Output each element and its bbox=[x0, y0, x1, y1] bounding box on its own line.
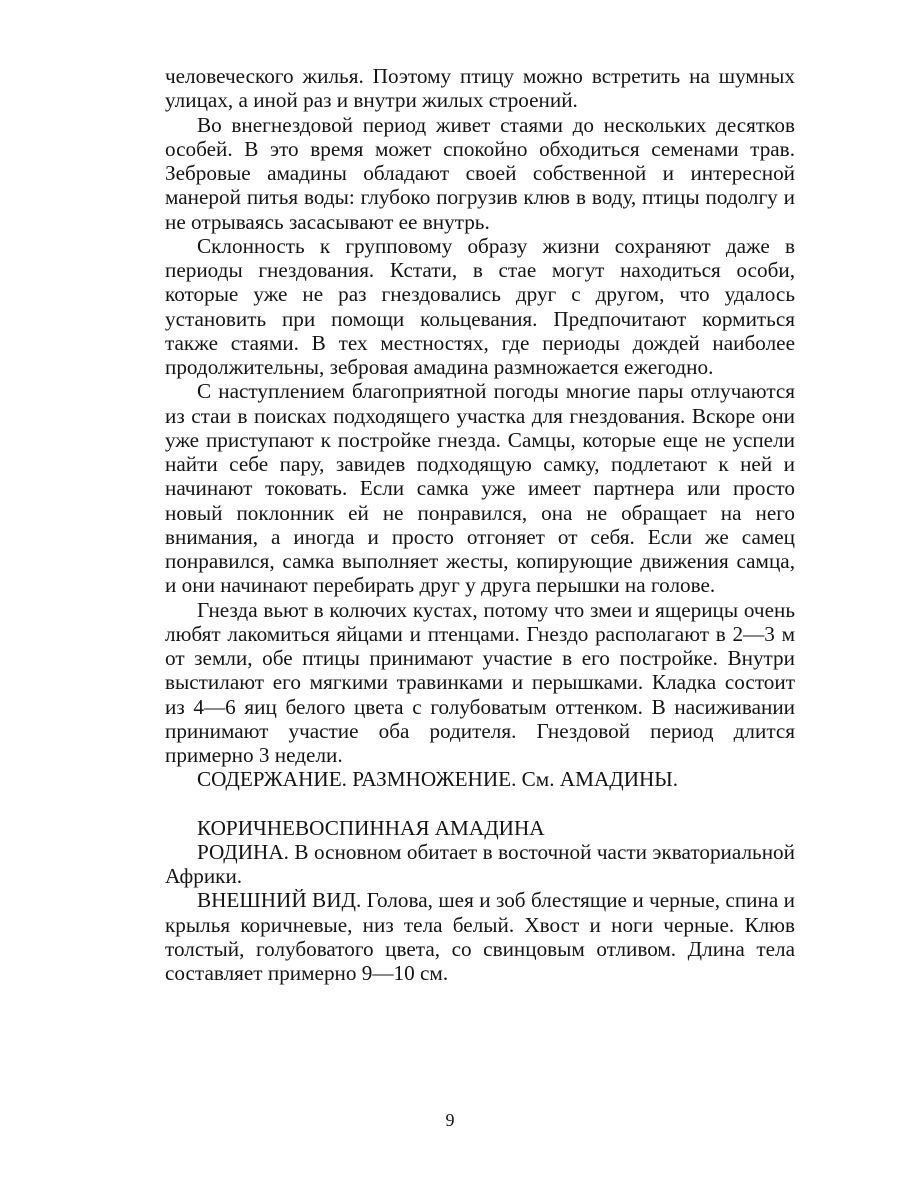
paragraph-homeland: РОДИНА. В основном обитает в восточной части экваториальной Африки. bbox=[165, 839, 795, 888]
paragraph-courtship: С наступлением благоприятной погоды многие пары отлучаются из стаи в поисках подходящего участка для гнездования. Вскоре они уже приступают к постройке гнезда. Самцы, которые еще не успели найти себе пару, завидев подходящую самку, подлетают к ней и начинают токовать. Если самка уже имеет партнера или просто новый поклонник ей не понравился, она не обращает на него внимания, а иногда и просто отгоняет от себя. Если же самец понравился, самка выполняет жесты, копирующие движения самца, и они начинают перебирать друг у друга перышки на голове. bbox=[165, 379, 795, 598]
paragraph-nesting: Гнезда вьют в колючих кустах, потому что змеи и ящерицы очень любят лакомиться яйцами и птенцами. Гнездо располагают в 2—3 м от земли, обе птицы принимают участие в его постройке. Внутри выстилают его мягкими травинками и перышками. Кладка состоит из 4—6 яиц белого цвета с голубоватым оттенком. В насиживании принимают участие оба родителя. Гнездовой период длится примерно 3 недели. bbox=[165, 597, 795, 767]
paragraph-appearance: ВНЕШНИЙ ВИД. Голова, шея и зоб блестящие и черные, спина и крылья коричневые, низ тела белый. Хвост и ноги черные. Клюв толстый, голубоватого цвета, со свинцовым отливом. Длина тела составляет примерно 9—10 см. bbox=[165, 888, 795, 985]
section-heading: КОРИЧНЕВОСПИННАЯ АМАДИНА bbox=[197, 815, 545, 840]
section-spacer bbox=[165, 792, 795, 816]
page-number: 9 bbox=[445, 1110, 455, 1130]
paragraph-flocking: Во внегнездовой период живет стаями до нескольких десятков особей. В это время может спокойно обходиться семенами трав. Зебровые амадины обладают своей собственной и интересной манерой питья воды: глубоко погрузив клюв в воду, птицы подолгу и не отрываясь засасывают ее внутрь. bbox=[165, 112, 795, 234]
paragraph-reference: СОДЕРЖАНИЕ. РАЗМНОЖЕНИЕ. См. АМАДИНЫ. bbox=[197, 767, 679, 792]
body-text bbox=[165, 64, 795, 985]
paragraph-group-life: Склонность к групповому образу жизни сохраняют даже в периоды гнездования. Кстати, в стае могут находиться особи, которые уже не раз гнездовались друг с другом, что удалось установить при помощи кольцевания. Предпочитают кормиться также стаями. В тех местностях, где периоды дождей наиболее продолжительны, зебровая амадина размножается ежегодно. bbox=[165, 233, 795, 379]
paragraph-continuation: человеческого жилья. Поэтому птицу можно встретить на шумных улицах, а иной раз и внутри жилых строений. bbox=[165, 64, 795, 113]
